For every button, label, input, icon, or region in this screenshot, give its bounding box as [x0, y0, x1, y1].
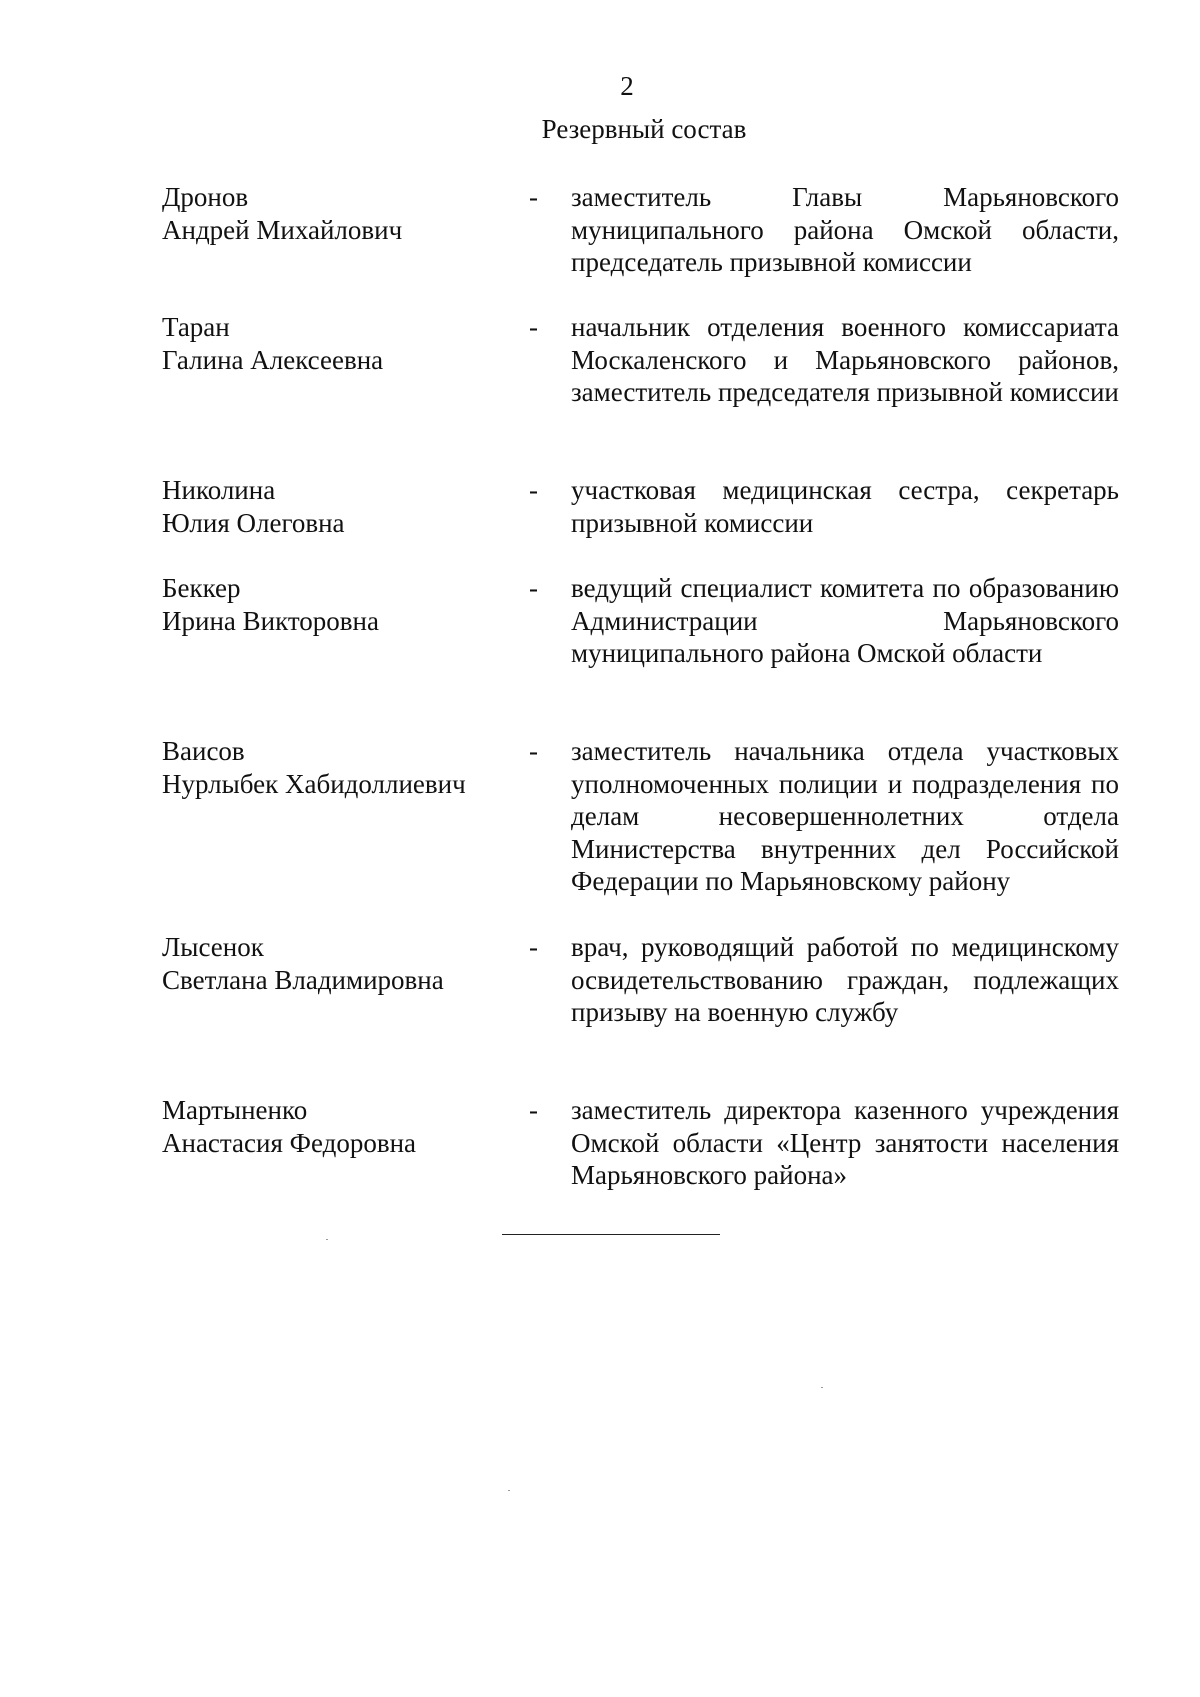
- member-role: заместитель директора казенного учреждения Омской области «Центр занятости населения Марьяновского района»: [571, 1095, 1119, 1190]
- section-title: Резервный состав: [541, 114, 747, 144]
- member-role: врач, руководящий работой по медицинскому освидетельствованию граждан, подлежащих призыву на военную службу: [571, 932, 1119, 1027]
- page-number: 2: [620, 71, 634, 101]
- member-dash: -: [529, 475, 538, 505]
- member-surname: Таран: [162, 312, 230, 342]
- member-given-name: Анастасия Федоровна: [162, 1127, 417, 1158]
- member-given-name: Светлана Владимировна: [162, 964, 444, 995]
- member-dash: -: [529, 932, 538, 962]
- member-given-name: Юлия Олеговна: [162, 507, 345, 538]
- scan-speck: [326, 1239, 328, 1240]
- member-dash: -: [529, 1095, 538, 1125]
- member-role: участковая медицинская сестра, секретарь призывной комиссии: [571, 475, 1119, 538]
- member-given-name: Андрей Михайлович: [162, 214, 403, 245]
- member-given-name: Галина Алексеевна: [162, 344, 384, 375]
- member-surname: Николина: [162, 475, 276, 505]
- member-given-name: Нурлыбек Хабидоллиевич: [162, 768, 466, 799]
- member-name: [162, 1094, 502, 1159]
- member-role: заместитель Главы Марьяновского муниципального района Омской области, председатель призывной комиссии: [571, 182, 1119, 277]
- member-role: начальник отделения военного комиссариата Москаленского и Марьяновского районов, заместитель председателя призывной комиссии: [571, 312, 1119, 407]
- member-dash: -: [529, 736, 538, 766]
- member-surname: Беккер: [162, 573, 241, 603]
- member-surname: Ваисов: [162, 736, 245, 766]
- member-name: [162, 931, 502, 996]
- member-surname: Мартыненко: [162, 1095, 308, 1125]
- member-name: [162, 735, 502, 800]
- scan-speck: [508, 1490, 510, 1491]
- member-role: ведущий специалист комитета по образованию Администрации Марьяновского муниципального района Омской области: [571, 573, 1119, 668]
- member-dash: -: [529, 312, 538, 342]
- member-name: [162, 311, 502, 376]
- scan-speck: [821, 1387, 823, 1388]
- member-dash: -: [529, 573, 538, 603]
- closing-divider-line: [502, 1234, 720, 1235]
- member-name: [162, 474, 502, 539]
- member-surname: Дронов: [162, 182, 249, 212]
- member-role: заместитель начальника отдела участковых уполномоченных полиции и подразделения по делам несовершеннолетних отдела Министерства внутренних дел Российской Федерации по Марьяновскому району: [571, 736, 1119, 896]
- member-given-name: Ирина Викторовна: [162, 605, 379, 636]
- member-surname: Лысенок: [162, 932, 264, 962]
- member-name: [162, 181, 502, 246]
- member-name: [162, 572, 502, 637]
- member-dash: -: [529, 182, 538, 212]
